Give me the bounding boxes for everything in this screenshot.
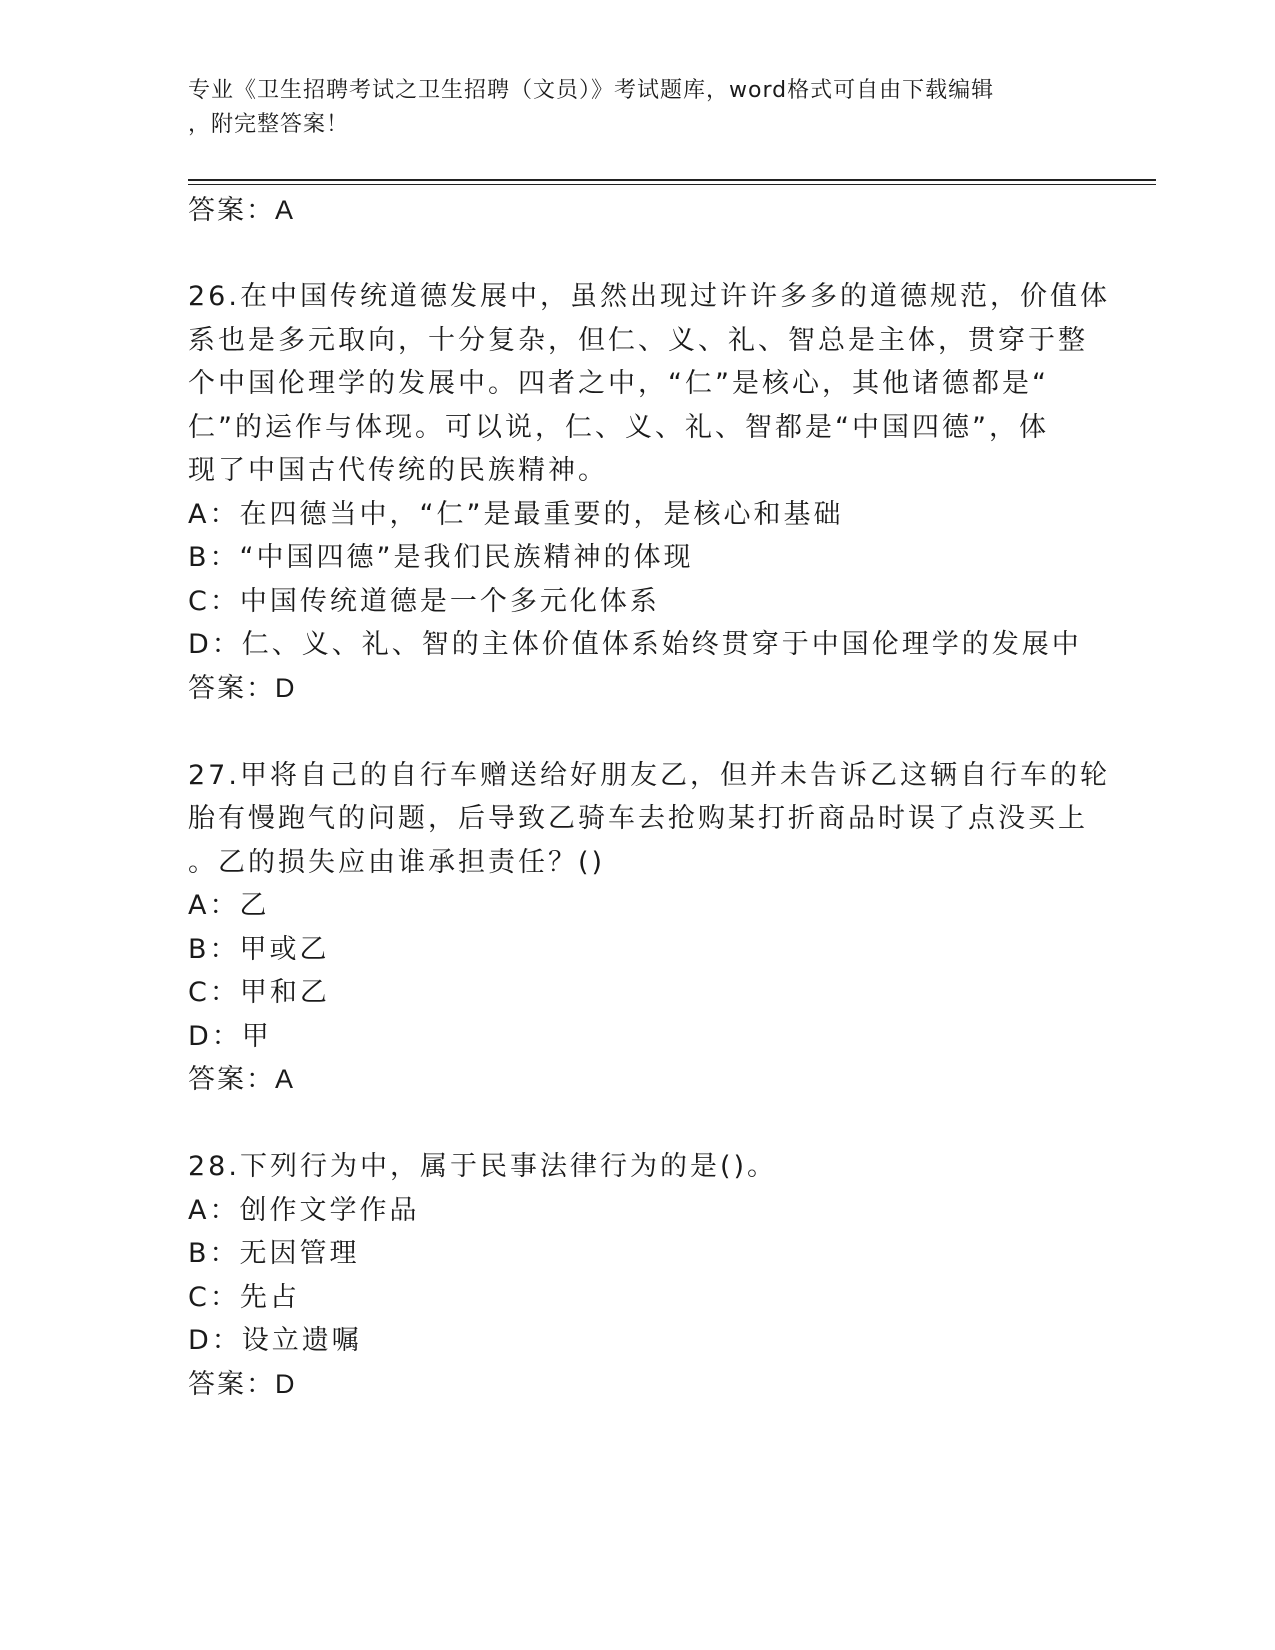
q26-stem-line-2: 系也是多元取向，十分复杂，但仁、义、礼、智总是主体，贯穿于整 — [188, 325, 1088, 356]
q26-option-c: C：中国传统道德是一个多元化体系 — [188, 586, 660, 617]
q27-option-c: C：甲和乙 — [188, 977, 330, 1008]
q26-stem-line-1: 26.在中国传统道德发展中，虽然出现过许许多多的道德规范，价值体 — [188, 281, 1110, 312]
q27-answer: 答案：A — [188, 1064, 296, 1094]
q26-option-b: B：“中国四德”是我们民族精神的体现 — [188, 542, 694, 573]
document-header — [188, 74, 1068, 142]
q26-option-d: D：仁、义、礼、智的主体价值体系始终贯穿于中国伦理学的发展中 — [188, 629, 1082, 660]
q26-stem-line-4: 仁”的运作与体现。可以说，仁、义、礼、智都是“中国四德”，体 — [188, 412, 1049, 443]
q28-stem-line-1: 28.下列行为中，属于民事法律行为的是()。 — [188, 1151, 778, 1182]
header-rule-thick — [188, 179, 1156, 181]
q28-answer: 答案：D — [188, 1369, 297, 1399]
q28-option-c: C：先占 — [188, 1282, 300, 1313]
header-line-1: 专业《卫生招聘考试之卫生招聘（文员）》考试题库，word格式可自由下载编辑 — [188, 78, 995, 103]
previous-answer: 答案：A — [188, 195, 296, 225]
q27-option-a: A：乙 — [188, 890, 270, 921]
q27-stem-line-3: 。乙的损失应由谁承担责任？() — [188, 847, 606, 878]
q27-stem-line-2: 胎有慢跑气的问题，后导致乙骑车去抢购某打折商品时误了点没买上 — [188, 803, 1088, 834]
q26-stem-line-3: 个中国伦理学的发展中。四者之中，“仁”是核心，其他诸德都是“ — [188, 368, 1049, 399]
q26-option-a: A：在四德当中，“仁”是最重要的，是核心和基础 — [188, 499, 844, 530]
q26-answer: 答案：D — [188, 673, 297, 703]
q28-option-d: D：设立遗嘱 — [188, 1325, 362, 1356]
q27-option-b: B：甲或乙 — [188, 934, 330, 965]
q27-option-d: D：甲 — [188, 1021, 272, 1052]
header-rule-thin — [188, 184, 1156, 185]
q26-stem-line-5: 现了中国古代传统的民族精神。 — [188, 455, 608, 486]
q28-option-a: A：创作文学作品 — [188, 1195, 420, 1226]
q27-stem-line-1: 27.甲将自己的自行车赠送给好朋友乙，但并未告诉乙这辆自行车的轮 — [188, 760, 1110, 791]
q28-option-b: B：无因管理 — [188, 1238, 360, 1269]
header-line-2: ，附完整答案！ — [188, 112, 350, 137]
